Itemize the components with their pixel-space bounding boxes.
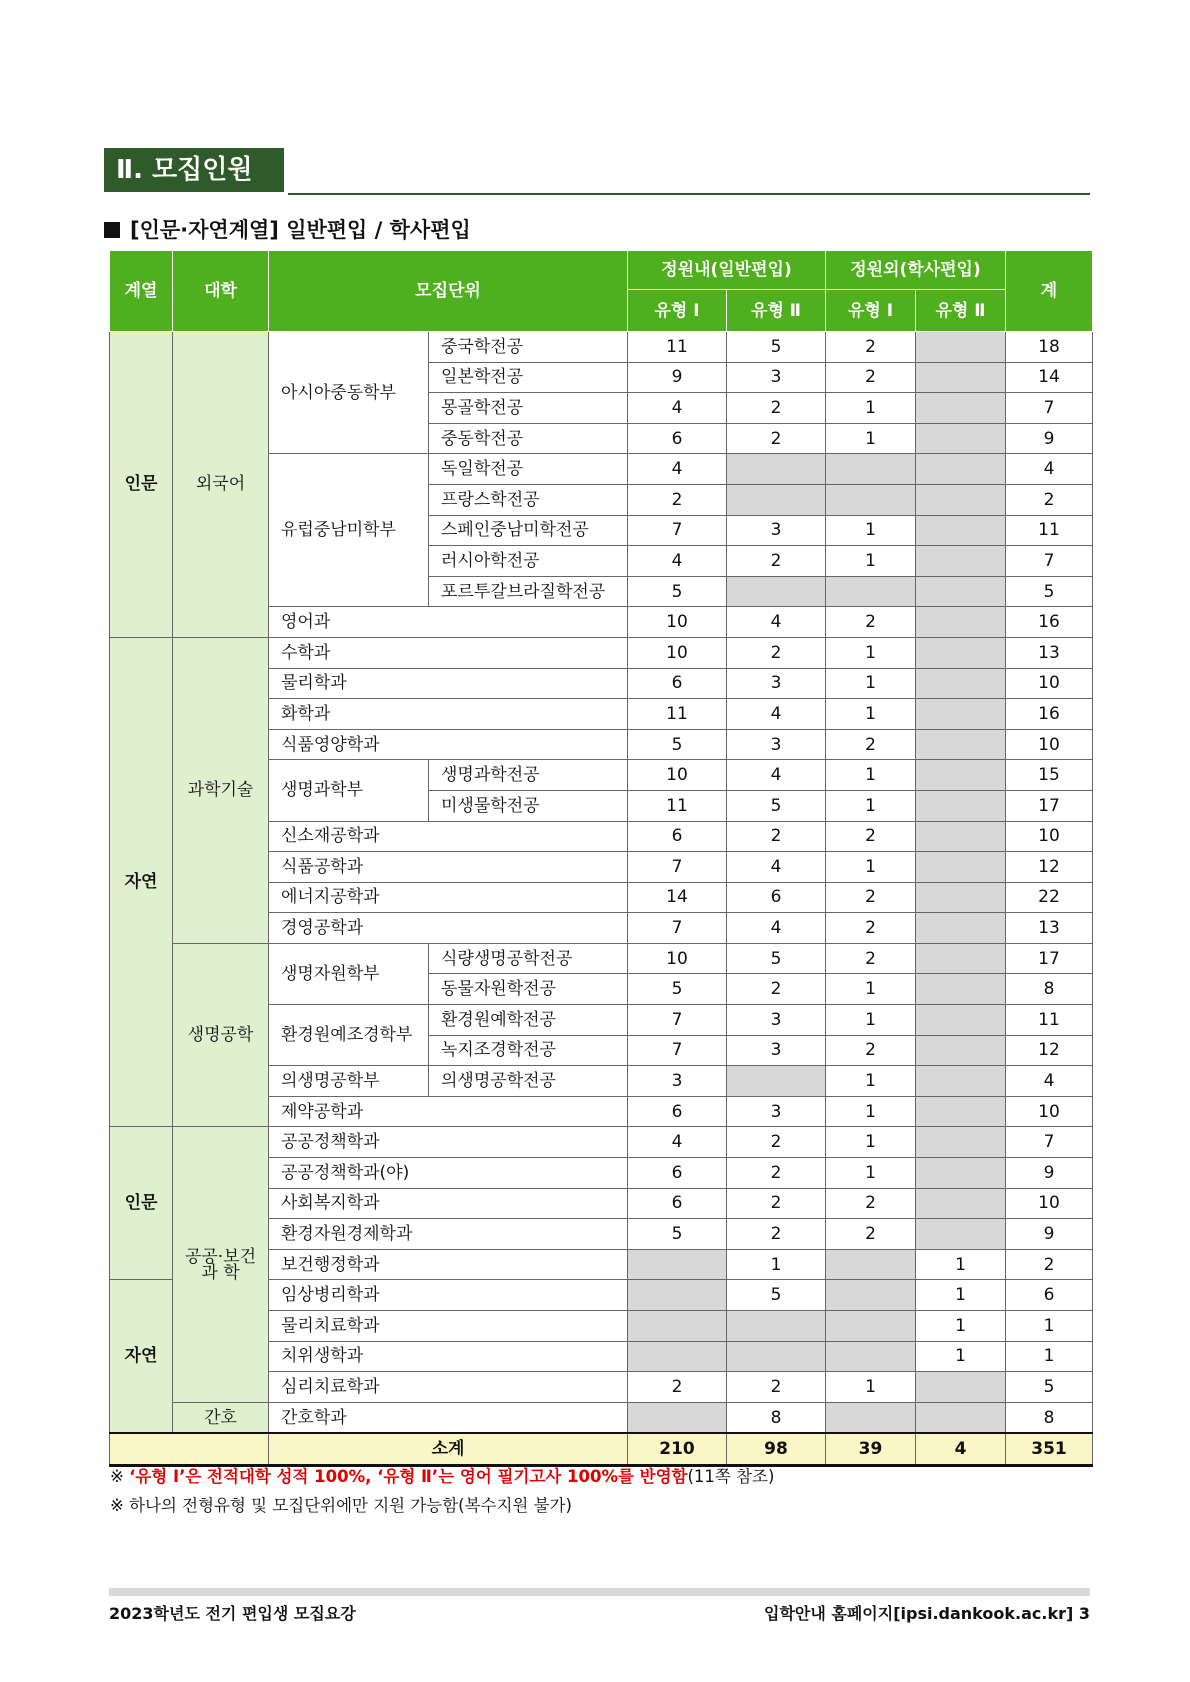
quota-i1: [628, 1341, 727, 1372]
quota-t: 15: [1006, 760, 1093, 791]
quota-t: 17: [1006, 943, 1093, 974]
quota-o1: 2: [826, 882, 916, 913]
quota-t: 8: [1006, 1402, 1093, 1433]
quota-i2: 3: [727, 1005, 826, 1036]
quota-o1: [826, 1402, 916, 1433]
total-o1: 39: [826, 1433, 916, 1465]
quota-i2: 8: [727, 1402, 826, 1433]
major-name: 환경자원경제학과: [269, 1219, 628, 1250]
quota-i1: 11: [628, 790, 727, 821]
quota-t: 10: [1006, 821, 1093, 852]
major-name: 식품공학과: [269, 852, 628, 883]
quota-i1: 7: [628, 1005, 727, 1036]
quota-o2: [916, 1158, 1006, 1189]
quota-o1: 1: [826, 1066, 916, 1097]
section-title: Ⅱ. 모집인원: [104, 148, 284, 192]
quota-o1: 1: [826, 974, 916, 1005]
quota-i1: [628, 1249, 727, 1280]
quota-i2: [727, 454, 826, 485]
quota-t: 11: [1006, 515, 1093, 546]
quota-o1: 1: [826, 760, 916, 791]
quota-t: 5: [1006, 1372, 1093, 1403]
quota-o2: 1: [916, 1249, 1006, 1280]
note-evaluation: [110, 1463, 774, 1487]
quota-i2: 5: [727, 943, 826, 974]
unit-bio-resource: 생명자원학부: [269, 943, 429, 1004]
quota-i1: 2: [628, 1372, 727, 1403]
quota-t: 8: [1006, 974, 1093, 1005]
quota-t: 9: [1006, 1219, 1093, 1250]
major-name: 중국학전공: [429, 332, 628, 363]
quota-o2: [916, 1188, 1006, 1219]
quota-i2: [727, 576, 826, 607]
header-field: 계열: [110, 251, 173, 332]
note-single-application: ※ 하나의 전형유형 및 모집단위에만 지원 가능함(복수지원 불가): [110, 1496, 572, 1515]
square-bullet-icon: [104, 222, 120, 238]
quota-o2: [916, 607, 1006, 638]
quota-i1: 5: [628, 974, 727, 1005]
major-name: 환경원예학전공: [429, 1005, 628, 1036]
quota-t: 2: [1006, 484, 1093, 515]
table-row: [110, 332, 1093, 363]
quota-i2: 2: [727, 974, 826, 1005]
header-outside-quota: 정원외(학사편입): [826, 251, 1006, 290]
major-name: 프랑스학전공: [429, 484, 628, 515]
quota-t: 14: [1006, 362, 1093, 393]
quota-t: 11: [1006, 1005, 1093, 1036]
quota-i1: 5: [628, 1219, 727, 1250]
quota-t: 13: [1006, 913, 1093, 944]
quota-o2: [916, 423, 1006, 454]
quota-i2: 1: [727, 1249, 826, 1280]
field-humanities-2: 인문: [110, 1127, 173, 1280]
quota-i2: 2: [727, 1158, 826, 1189]
quota-table: [109, 250, 1093, 1467]
quota-i2: 4: [727, 913, 826, 944]
quota-i2: [727, 1066, 826, 1097]
total-label: 소계: [269, 1433, 628, 1465]
quota-o1: 2: [826, 1219, 916, 1250]
quota-o2: [916, 454, 1006, 485]
major-name: 임상병리학과: [269, 1280, 628, 1311]
quota-i2: 2: [727, 1188, 826, 1219]
major-name: 신소재공학과: [269, 821, 628, 852]
quota-i1: 2: [628, 484, 727, 515]
major-name: 화학과: [269, 699, 628, 730]
quota-o2: [916, 913, 1006, 944]
quota-o2: [916, 1035, 1006, 1066]
quota-i1: 6: [628, 1096, 727, 1127]
section-rule: [288, 193, 1090, 195]
total-t: 351: [1006, 1433, 1093, 1465]
quota-o1: [826, 1311, 916, 1342]
quota-i1: 10: [628, 760, 727, 791]
unit-medical-bio: 의생명공학부: [269, 1066, 429, 1097]
major-name: 보건행정학과: [269, 1249, 628, 1280]
quota-o2: [916, 821, 1006, 852]
quota-i2: 3: [727, 1035, 826, 1066]
quota-o2: [916, 515, 1006, 546]
quota-o2: [916, 637, 1006, 668]
quota-o2: [916, 852, 1006, 883]
quota-o1: 2: [826, 607, 916, 638]
quota-o2: [916, 332, 1006, 363]
header-outside-type1: 유형 Ⅰ: [826, 290, 916, 332]
quota-i1: [628, 1402, 727, 1433]
major-name: 심리치료학과: [269, 1372, 628, 1403]
college-sci-tech: 과학기술: [173, 637, 269, 943]
quota-o1: 1: [826, 1127, 916, 1158]
quota-o2: [916, 484, 1006, 515]
quota-t: 4: [1006, 454, 1093, 485]
quota-o1: 2: [826, 1035, 916, 1066]
major-name: 몽골학전공: [429, 393, 628, 424]
quota-o2: [916, 790, 1006, 821]
quota-o1: 1: [826, 668, 916, 699]
major-name: 치위생학과: [269, 1341, 628, 1372]
major-name: 녹지조경학전공: [429, 1035, 628, 1066]
quota-o1: [826, 1341, 916, 1372]
college-public-health: 공공·보건 과 학: [173, 1127, 269, 1402]
quota-t: 2: [1006, 1249, 1093, 1280]
quota-o2: [916, 576, 1006, 607]
total-i2: 98: [727, 1433, 826, 1465]
major-name: 식품영양학과: [269, 729, 628, 760]
quota-i1: 11: [628, 699, 727, 730]
quota-i1: 4: [628, 393, 727, 424]
quota-t: 7: [1006, 546, 1093, 577]
quota-o1: 2: [826, 943, 916, 974]
quota-t: 9: [1006, 1158, 1093, 1189]
quota-t: 10: [1006, 668, 1093, 699]
quota-o2: [916, 546, 1006, 577]
header-inside-type1: 유형 Ⅰ: [628, 290, 727, 332]
quota-o1: 1: [826, 423, 916, 454]
quota-o2: [916, 362, 1006, 393]
major-name: 의생명공학전공: [429, 1066, 628, 1097]
quota-i2: 2: [727, 1372, 826, 1403]
quota-o2: 1: [916, 1280, 1006, 1311]
quota-i1: 7: [628, 913, 727, 944]
footer-homepage: 입학안내 홈페이지[ipsi.dankook.ac.kr] 3: [763, 1604, 1090, 1623]
quota-i1: 10: [628, 607, 727, 638]
quota-i2: 3: [727, 515, 826, 546]
college-foreign-language: 외국어: [173, 332, 269, 638]
quota-o1: 1: [826, 1158, 916, 1189]
quota-t: 17: [1006, 790, 1093, 821]
header-college: 대학: [173, 251, 269, 332]
quota-t: 7: [1006, 393, 1093, 424]
unit-asia-mideast: 아시아중동학부: [269, 332, 429, 454]
quota-i2: 2: [727, 821, 826, 852]
quota-o2: [916, 1372, 1006, 1403]
header-inside-type2: 유형 Ⅱ: [727, 290, 826, 332]
major-name: 제약공학과: [269, 1096, 628, 1127]
quota-i2: 3: [727, 362, 826, 393]
major-name: 수학과: [269, 637, 628, 668]
note-evaluation-ref: (11쪽 참조): [687, 1467, 775, 1486]
major-name: 일본학전공: [429, 362, 628, 393]
quota-t: 10: [1006, 729, 1093, 760]
quota-i1: 4: [628, 546, 727, 577]
total-i1: 210: [628, 1433, 727, 1465]
quota-t: 7: [1006, 1127, 1093, 1158]
quota-i1: 5: [628, 576, 727, 607]
quota-t: 16: [1006, 699, 1093, 730]
unit-env-landscape: 환경원예조경학부: [269, 1005, 429, 1066]
header-inside-quota: 정원내(일반편입): [628, 251, 826, 290]
quota-i1: 4: [628, 1127, 727, 1158]
quota-i1: 6: [628, 423, 727, 454]
quota-o1: 1: [826, 699, 916, 730]
quota-i1: 6: [628, 668, 727, 699]
major-name: 식량생명공학전공: [429, 943, 628, 974]
field-humanities: 인문: [110, 332, 173, 638]
quota-i1: 7: [628, 515, 727, 546]
quota-t: 4: [1006, 1066, 1093, 1097]
major-name: 공공정책학과: [269, 1127, 628, 1158]
header-outside-type2: 유형 Ⅱ: [916, 290, 1006, 332]
quota-i1: 6: [628, 1158, 727, 1189]
quota-o1: 2: [826, 362, 916, 393]
quota-t: 10: [1006, 1096, 1093, 1127]
subtitle-text: [인문·자연계열] 일반편입 / 학사편입: [130, 218, 471, 242]
quota-i1: 10: [628, 637, 727, 668]
quota-t: 18: [1006, 332, 1093, 363]
table-row: [110, 1127, 1093, 1158]
major-name: 공공정책학과(야): [269, 1158, 628, 1189]
major-name: 러시아학전공: [429, 546, 628, 577]
quota-i2: 5: [727, 332, 826, 363]
quota-i1: 7: [628, 852, 727, 883]
quota-o1: 2: [826, 1188, 916, 1219]
quota-t: 9: [1006, 423, 1093, 454]
quota-i2: 2: [727, 637, 826, 668]
quota-i2: 6: [727, 882, 826, 913]
quota-i1: 6: [628, 1188, 727, 1219]
quota-o1: [826, 454, 916, 485]
quota-i2: 2: [727, 1219, 826, 1250]
quota-i2: [727, 1311, 826, 1342]
field-nature: 자연: [110, 637, 173, 1127]
quota-o1: [826, 484, 916, 515]
major-name: 물리치료학과: [269, 1311, 628, 1342]
quota-i1: [628, 1311, 727, 1342]
table-row: [110, 943, 1093, 974]
quota-t: 13: [1006, 637, 1093, 668]
quota-o1: 1: [826, 515, 916, 546]
quota-o2: [916, 1066, 1006, 1097]
quota-i1: 5: [628, 729, 727, 760]
quota-t: 16: [1006, 607, 1093, 638]
quota-o1: 1: [826, 1372, 916, 1403]
quota-i2: 2: [727, 423, 826, 454]
major-name: 경영공학과: [269, 913, 628, 944]
major-name: 포르투갈브라질학전공: [429, 576, 628, 607]
quota-o1: 2: [826, 729, 916, 760]
quota-o2: [916, 882, 1006, 913]
major-name: 스페인중남미학전공: [429, 515, 628, 546]
header-unit: 모집단위: [269, 251, 628, 332]
quota-i2: 3: [727, 729, 826, 760]
major-name: 간호학과: [269, 1402, 628, 1433]
quota-t: 12: [1006, 852, 1093, 883]
quota-o2: 1: [916, 1341, 1006, 1372]
footer-title: 2023학년도 전기 편입생 모집요강: [109, 1604, 356, 1623]
quota-o2: [916, 1005, 1006, 1036]
quota-o2: [916, 1219, 1006, 1250]
major-name: 중동학전공: [429, 423, 628, 454]
quota-i2: 3: [727, 1096, 826, 1127]
quota-i2: 4: [727, 852, 826, 883]
quota-o2: [916, 760, 1006, 791]
quota-i1: 6: [628, 821, 727, 852]
quota-i1: 9: [628, 362, 727, 393]
quota-i2: 5: [727, 790, 826, 821]
quota-i2: 2: [727, 546, 826, 577]
total-row: [110, 1433, 1093, 1465]
major-name: 동물자원학전공: [429, 974, 628, 1005]
quota-o1: 2: [826, 332, 916, 363]
quota-o2: [916, 699, 1006, 730]
quota-i2: 2: [727, 393, 826, 424]
unit-europe-latam: 유럽중남미학부: [269, 454, 429, 607]
major-name: 독일학전공: [429, 454, 628, 485]
total-blank: [110, 1433, 269, 1465]
quota-i2: 2: [727, 1127, 826, 1158]
quota-i1: 4: [628, 454, 727, 485]
quota-t: 6: [1006, 1280, 1093, 1311]
quota-i2: 4: [727, 760, 826, 791]
major-name: 에너지공학과: [269, 882, 628, 913]
quota-o1: 1: [826, 1005, 916, 1036]
quota-o2: [916, 943, 1006, 974]
quota-i1: [628, 1280, 727, 1311]
major-name: 물리학과: [269, 668, 628, 699]
unit-life-science: 생명과학부: [269, 760, 429, 821]
table-subtitle: [104, 214, 471, 244]
college-bio-engineering: 생명공학: [173, 943, 269, 1127]
quota-o1: [826, 1249, 916, 1280]
major-name: 사회복지학과: [269, 1188, 628, 1219]
quota-o2: [916, 729, 1006, 760]
quota-o1: [826, 576, 916, 607]
quota-o2: [916, 668, 1006, 699]
quota-o2: [916, 1127, 1006, 1158]
major-name: 미생물학전공: [429, 790, 628, 821]
quota-o1: 1: [826, 546, 916, 577]
quota-t: 5: [1006, 576, 1093, 607]
quota-i2: 5: [727, 1280, 826, 1311]
quota-o1: 1: [826, 393, 916, 424]
quota-o1: 2: [826, 821, 916, 852]
major-name: 영어과: [269, 607, 628, 638]
quota-o1: 1: [826, 790, 916, 821]
footer-bar: [109, 1588, 1090, 1596]
note-evaluation-red: ‘유형 Ⅰ’은 전적대학 성적 100%, ‘유형 Ⅱ’는 영어 필기고사 100%를 반영함: [129, 1467, 688, 1486]
table-row: [110, 637, 1093, 668]
table-row: [110, 1402, 1093, 1433]
quota-o1: [826, 1280, 916, 1311]
quota-i1: 11: [628, 332, 727, 363]
header-total: 계: [1006, 251, 1093, 332]
quota-o1: 2: [826, 913, 916, 944]
quota-t: 22: [1006, 882, 1093, 913]
field-nature-2: 자연: [110, 1280, 173, 1433]
quota-o2: [916, 1402, 1006, 1433]
quota-o2: [916, 1096, 1006, 1127]
quota-i1: 3: [628, 1066, 727, 1097]
quota-o2: [916, 974, 1006, 1005]
quota-t: 10: [1006, 1188, 1093, 1219]
quota-t: 12: [1006, 1035, 1093, 1066]
quota-o1: 1: [826, 1096, 916, 1127]
quota-i2: 4: [727, 607, 826, 638]
quota-i2: [727, 484, 826, 515]
quota-t: 1: [1006, 1311, 1093, 1342]
major-name: 생명과학전공: [429, 760, 628, 791]
total-o2: 4: [916, 1433, 1006, 1465]
quota-o1: 1: [826, 852, 916, 883]
quota-i1: 7: [628, 1035, 727, 1066]
quota-o1: 1: [826, 637, 916, 668]
quota-o2: [916, 393, 1006, 424]
quota-i2: 3: [727, 668, 826, 699]
note-mark: ※: [110, 1467, 130, 1486]
quota-i2: 4: [727, 699, 826, 730]
quota-i1: 10: [628, 943, 727, 974]
quota-o2: 1: [916, 1311, 1006, 1342]
quota-t: 1: [1006, 1341, 1093, 1372]
quota-i1: 14: [628, 882, 727, 913]
quota-i2: [727, 1341, 826, 1372]
college-nursing: 간호: [173, 1402, 269, 1433]
